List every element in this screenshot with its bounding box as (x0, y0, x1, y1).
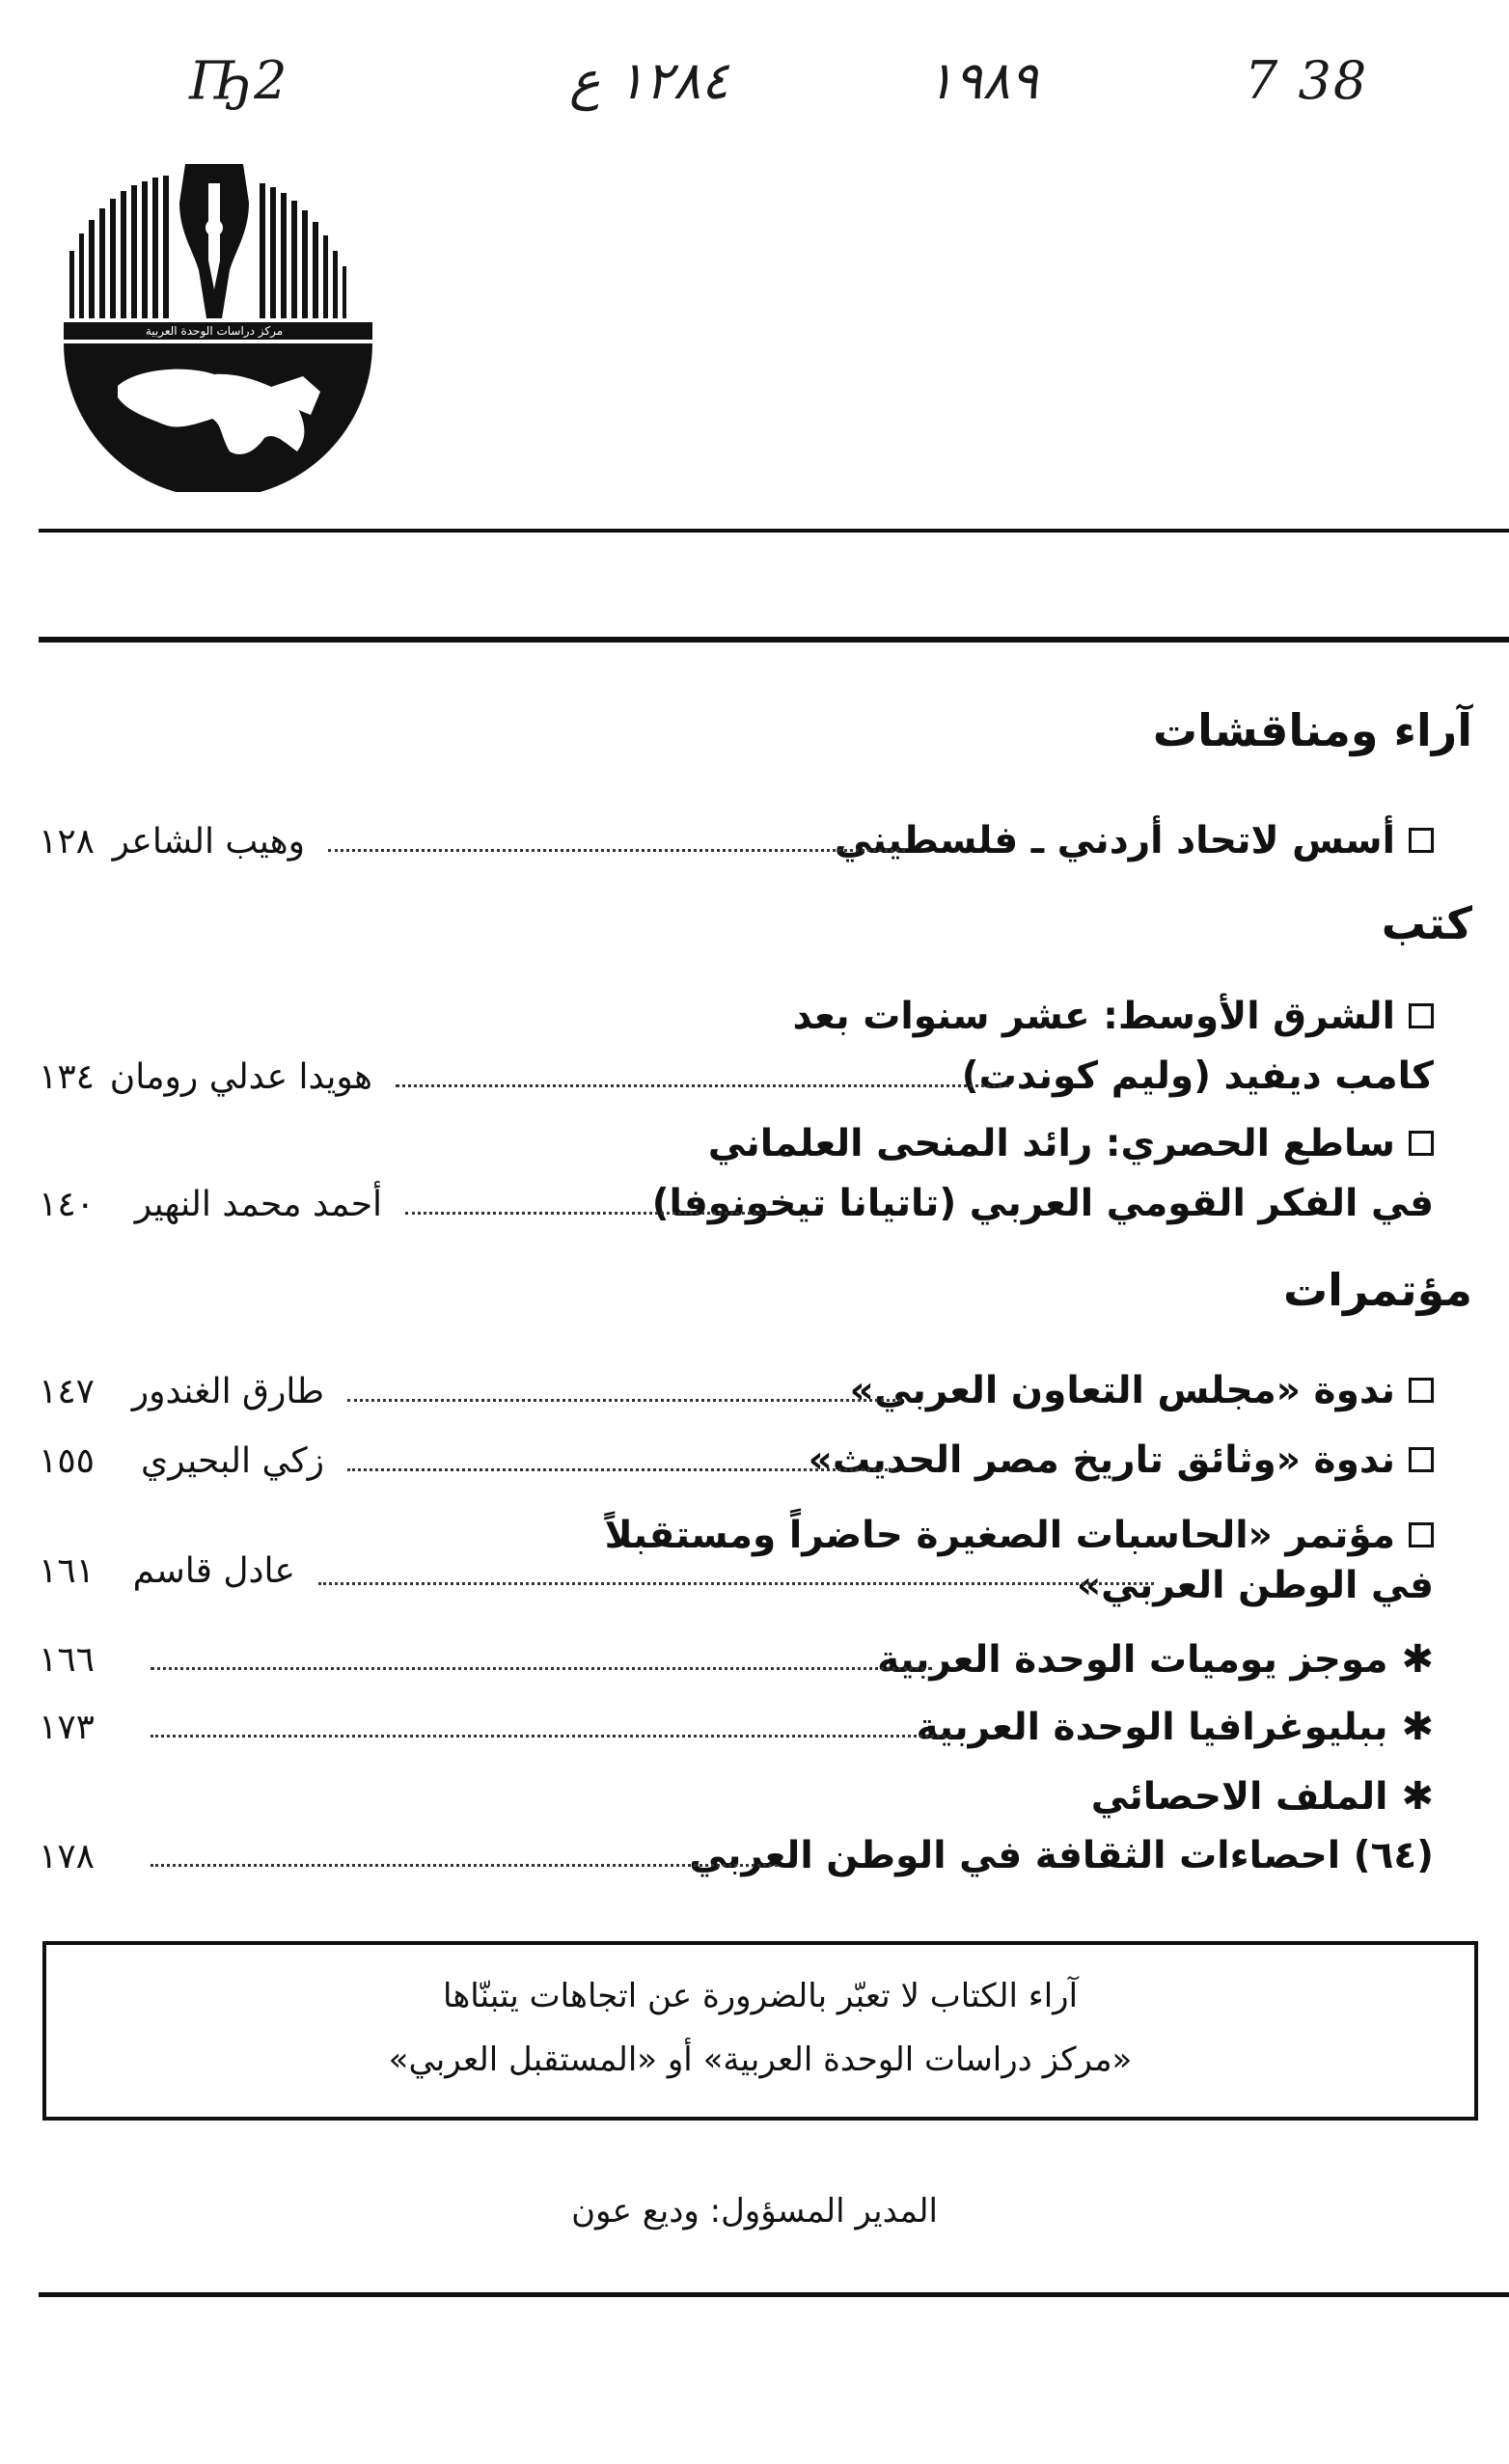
disclaimer-line-1: آراء الكتاب لا تعبّر بالضرورة عن اتجاهات يتبنّاها (442, 1977, 1079, 2015)
dot-leader (405, 1212, 768, 1215)
disclaimer-box (42, 1941, 1478, 2121)
toc-entry (39, 1767, 1434, 1887)
asterisk-icon: ✱ (1401, 1637, 1434, 1682)
toc-entry (39, 1362, 1434, 1422)
toc-entry (39, 1630, 1434, 1690)
entry-title-continued: كامب ديفيد (وليم كوندت) (961, 1054, 1434, 1098)
checkbox-icon (1409, 1003, 1434, 1028)
entry-title-continued: (٦٤) احصاءات الثقافة في الوطن العربي (689, 1834, 1434, 1877)
top-rule (39, 529, 1509, 533)
dot-leader (318, 1582, 1154, 1585)
logo-text: مركز دراسات الوحدة العربية (145, 324, 284, 338)
entry-title: ✱ببليوغرافيا الوحدة العربية (916, 1702, 1434, 1753)
entry-page: ١٦٦ (39, 1640, 96, 1680)
checkbox-icon (1409, 1131, 1434, 1156)
mid-rule (39, 637, 1509, 643)
handwritten-note-a: Ҧ2 (189, 50, 289, 111)
section-heading-opinions: آراء ومناقشات (1152, 704, 1472, 756)
checkbox-icon (1409, 828, 1434, 853)
handwritten-note-b: ١٢٨٤ ع (569, 50, 729, 111)
entry-title: مؤتمر «الحاسبات الصغيرة حاضراً ومستقبلاً (605, 1511, 1434, 1561)
entry-author: هويدا عدلي رومان (109, 1057, 372, 1097)
checkbox-icon (1409, 1447, 1434, 1472)
checkbox-icon (1409, 1522, 1434, 1547)
entry-author: أحمد محمد النهير (134, 1185, 382, 1224)
entry-page: ١٤٠ (39, 1185, 96, 1224)
section-heading-books: كتب (1381, 897, 1472, 949)
entry-page: ١٣٤ (39, 1057, 96, 1097)
dot-leader (328, 849, 905, 852)
handwritten-note-d: 7 38 (1245, 50, 1369, 111)
entry-page: ١٧٨ (39, 1837, 96, 1876)
handwritten-note-c: ١٩٨٩ (926, 50, 1039, 111)
entry-title: ندوة «مجلس التعاون العربي» (850, 1366, 1434, 1416)
toc-entry (39, 1115, 1434, 1235)
entry-title: ✱الملف الاحصائي (1091, 1771, 1434, 1822)
toc-entry (39, 1698, 1434, 1758)
entry-title: ندوة «وثائق تاريخ مصر الحديث» (809, 1436, 1434, 1486)
entry-author: عادل قاسم (132, 1551, 295, 1591)
entry-title-continued: في الوطن العربي» (1076, 1564, 1434, 1607)
toc-entry (39, 812, 1434, 872)
center-logo (50, 145, 390, 492)
disclaimer-line-2: «مركز دراسات الوحدة العربية» أو «المستقبل العربي» (388, 2040, 1133, 2079)
entry-author: زكي البحيري (141, 1441, 324, 1481)
toc-entry (39, 988, 1434, 1108)
dot-leader (151, 1864, 778, 1867)
entry-author: وهيب الشاعر (112, 822, 305, 862)
entry-page: ١٢٨ (39, 822, 96, 862)
entry-title-continued: في الفكر القومي العربي (تاتيانا تيخونوفا) (651, 1182, 1434, 1225)
dot-leader (396, 1084, 1009, 1087)
toc-entry (39, 1432, 1434, 1492)
toc-entry (39, 1507, 1434, 1627)
editor-line: المدير المسؤول: وديع عون (571, 2192, 938, 2231)
entry-title: ساطع الحصري: رائد المنحى العلماني (708, 1119, 1434, 1169)
asterisk-icon: ✱ (1401, 1705, 1434, 1749)
bottom-rule (39, 2292, 1509, 2297)
section-heading-conferences: مؤتمرات (1282, 1264, 1472, 1316)
entry-title: الشرق الأوسط: عشر سنوات بعد (792, 992, 1434, 1042)
entry-author: طارق الغندور (131, 1372, 324, 1411)
checkbox-icon (1409, 1378, 1434, 1403)
entry-page: ١٧٣ (39, 1708, 96, 1747)
asterisk-icon: ✱ (1401, 1774, 1434, 1819)
entry-page: ١٤٧ (39, 1372, 96, 1411)
entry-page: ١٦١ (39, 1551, 96, 1591)
dot-leader (347, 1468, 893, 1471)
dot-leader (347, 1399, 901, 1402)
entry-title: ✱موجز يوميات الوحدة العربية (877, 1634, 1434, 1685)
dot-leader (151, 1667, 932, 1670)
entry-title: أسس لاتحاد أردني ـ فلسطيني (835, 816, 1434, 866)
dot-leader (151, 1735, 951, 1738)
entry-page: ١٥٥ (39, 1441, 96, 1481)
